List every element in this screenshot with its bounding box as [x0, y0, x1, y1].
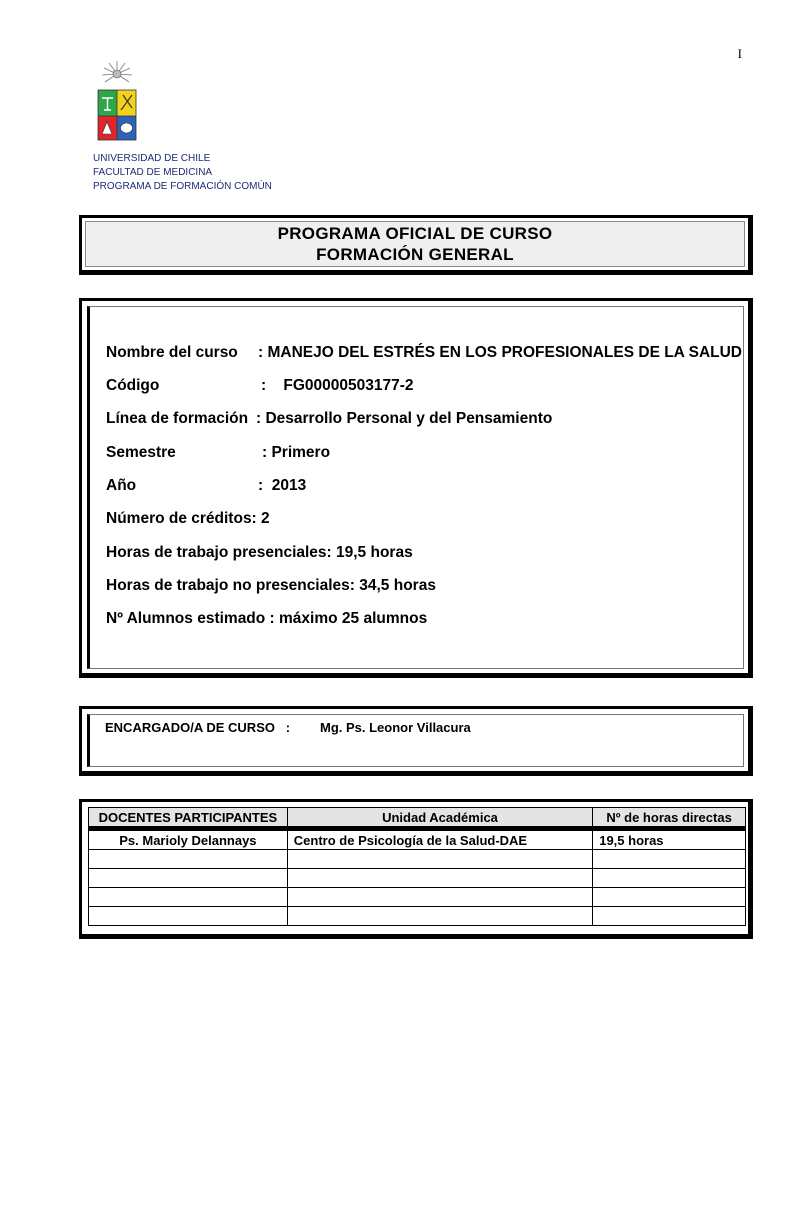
year-row [106, 477, 306, 495]
university-crest-logo [95, 60, 139, 142]
teacher-cell [89, 888, 288, 907]
teacher-cell [89, 869, 288, 888]
teacher-cell [89, 850, 288, 869]
student-estimate-row: Nº Alumnos estimado : máximo 25 alumnos [106, 610, 428, 627]
course-name-row [106, 344, 742, 362]
year-value: : 2013 [258, 477, 307, 494]
teacher-cell [89, 907, 288, 926]
training-line-row [106, 410, 552, 428]
semester-label: Semestre [106, 444, 176, 461]
course-manager-panel [87, 714, 744, 767]
table-row [89, 888, 746, 907]
header-academic-unit: Unidad Académica [287, 808, 592, 829]
direct-hours-cell [593, 850, 746, 869]
document-title: PROGRAMA OFICIAL DE CURSO [277, 224, 553, 243]
university-name: UNIVERSIDAD DE CHILE [93, 153, 211, 164]
course-manager-label: ENCARGADO/A DE CURSO : [105, 720, 291, 735]
institution-header [93, 152, 272, 194]
direct-hours-cell [593, 888, 746, 907]
teachers-table-box [79, 799, 753, 939]
training-line-label: Línea de formación [106, 410, 249, 427]
course-code-value: : FG00000503177-2 [261, 377, 414, 394]
semester-value: : Primero [262, 444, 331, 461]
credits-row: Número de créditos: 2 [106, 510, 270, 527]
course-code-label: Código [106, 377, 160, 394]
course-info-box [79, 298, 753, 678]
course-manager-box [79, 706, 753, 776]
header-direct-hours: Nº de horas directas [593, 808, 746, 829]
header-teachers: DOCENTES PARTICIPANTES [89, 808, 288, 829]
teachers-table [88, 807, 746, 926]
training-line-value: : Desarrollo Personal y del Pensamiento [256, 410, 553, 427]
remote-hours-row: Horas de trabajo no presenciales: 34,5 horas [106, 577, 436, 594]
table-header-row [89, 808, 746, 829]
academic-unit-cell [287, 907, 592, 926]
title-box [79, 215, 753, 275]
table-row [89, 850, 746, 869]
direct-hours-cell [593, 869, 746, 888]
direct-hours-cell: 19,5 horas [593, 829, 746, 850]
academic-unit-cell [287, 869, 592, 888]
table-row [89, 829, 746, 850]
semester-row [106, 444, 330, 462]
course-manager-value: Mg. Ps. Leonor Villacura [320, 720, 471, 735]
course-name-label: Nombre del curso [106, 344, 238, 361]
course-info-panel [87, 306, 744, 669]
title-panel [85, 221, 745, 267]
course-name-value: : MANEJO DEL ESTRÉS EN LOS PROFESIONALES DE LA SALUD [258, 344, 742, 361]
year-label: Año [106, 477, 137, 494]
page-number: I [737, 46, 742, 61]
in-person-hours-row: Horas de trabajo presenciales: 19,5 horas [106, 544, 413, 561]
teacher-cell: Ps. Marioly Delannays [89, 829, 288, 850]
table-row [89, 869, 746, 888]
academic-unit-cell [287, 850, 592, 869]
academic-unit-cell [287, 888, 592, 907]
course-code-row [106, 377, 414, 395]
direct-hours-cell [593, 907, 746, 926]
table-row [89, 907, 746, 926]
program-name: PROGRAMA DE FORMACIÓN COMÚN [93, 181, 272, 192]
document-subtitle: FORMACIÓN GENERAL [316, 245, 514, 264]
academic-unit-cell: Centro de Psicología de la Salud-DAE [287, 829, 592, 850]
faculty-name: FACULTAD DE MEDICINA [93, 167, 213, 178]
